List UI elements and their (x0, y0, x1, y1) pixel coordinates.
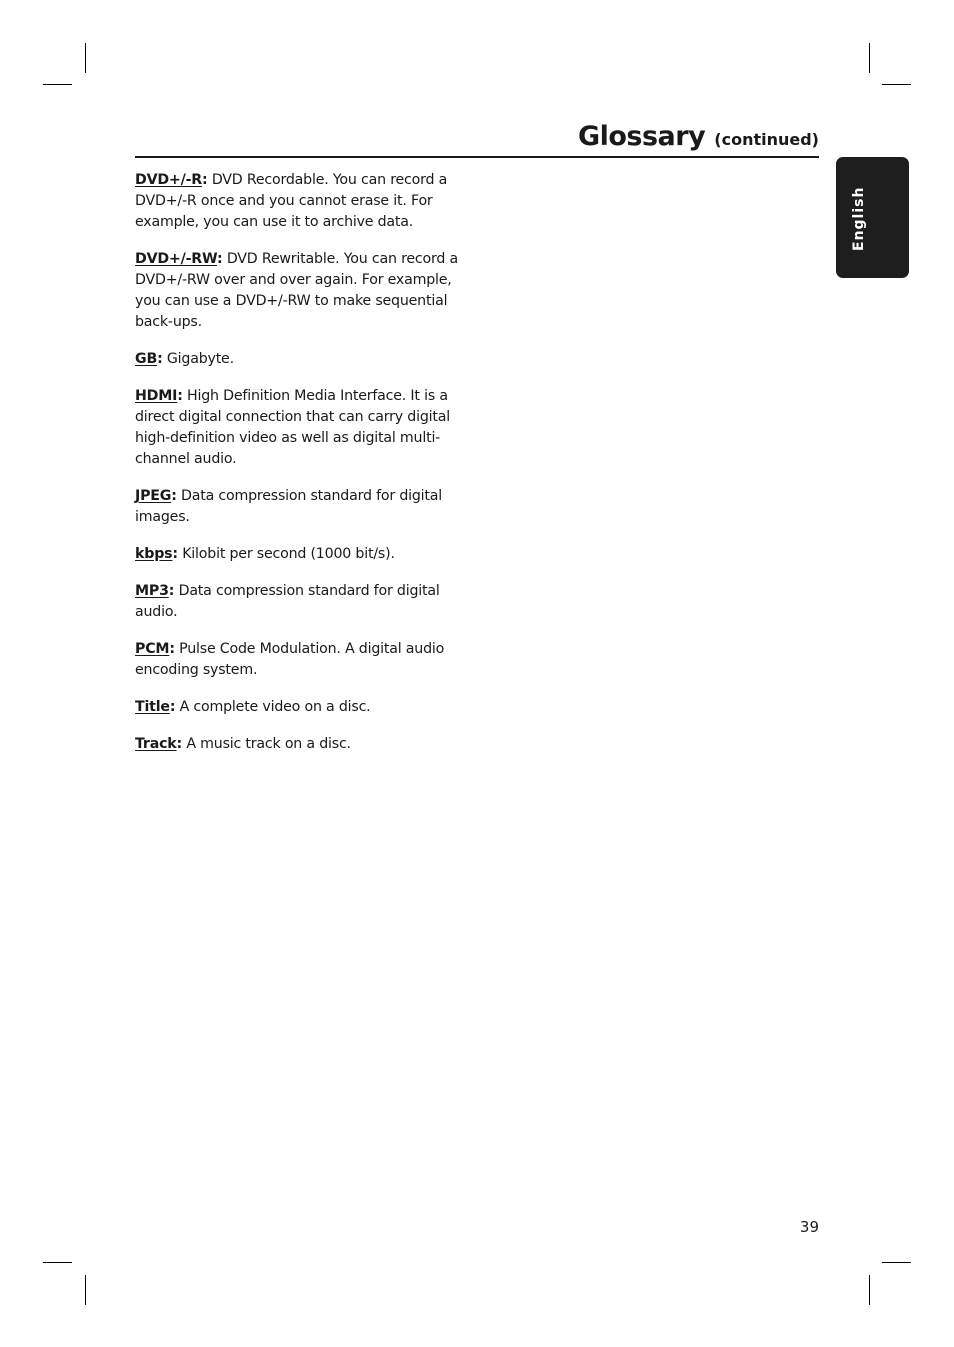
glossary-definition: Kilobit per second (1000 bit/s). (177, 546, 395, 562)
crop-mark (882, 84, 911, 85)
glossary-entry: Track: A music track on a disc. (135, 736, 351, 752)
page-header (135, 112, 819, 158)
glossary-term: JPEG (135, 488, 172, 504)
glossary-term: kbps (135, 546, 173, 562)
glossary-entry: JPEG: Data compression standard for digital images. (135, 488, 443, 525)
glossary-term: PCM (135, 641, 170, 657)
glossary-entry: GB: Gigabyte. (135, 351, 234, 367)
page-title-main: Glossary (577, 121, 706, 152)
glossary-definition: Data compression standard for digital audio. (135, 583, 440, 620)
glossary-entry: HDMI: High Definition Media Interface. It is a direct digital connection that can carry digital high-definition video as well as digital multi-channel audio. (135, 388, 450, 467)
glossary-definition: DVD Rewritable. You can record a DVD+/-RW over and over again. For example, you can use a DVD+/-RW to make sequential back-ups. (135, 251, 459, 330)
glossary-definition: High Definition Media Interface. It is a direct digital connection that can carry digital high-definition video as well as digital multi-channel audio. (135, 388, 450, 467)
crop-mark (869, 1275, 870, 1305)
glossary-definition: DVD Recordable. You can record a DVD+/-R once and you cannot erase it. For example, you can use it to archive data. (135, 172, 448, 230)
glossary-definition: Data compression standard for digital images. (135, 488, 443, 525)
glossary-term: Title (135, 699, 170, 715)
page-number: 39 (799, 1218, 819, 1236)
crop-mark (43, 1262, 72, 1263)
crop-mark (43, 84, 72, 85)
glossary-term: GB (135, 351, 158, 367)
glossary-entry: kbps: Kilobit per second (1000 bit/s). (135, 546, 395, 562)
glossary-term: HDMI (135, 388, 178, 404)
crop-mark (85, 43, 86, 73)
crop-mark (869, 43, 870, 73)
glossary-entry: Title: A complete video on a disc. (135, 699, 371, 715)
glossary-definition: A complete video on a disc. (175, 699, 371, 715)
glossary-definition: A music track on a disc. (182, 736, 351, 752)
glossary-term: DVD+/-RW (135, 251, 218, 267)
glossary-entry: DVD+/-RW: DVD Rewritable. You can record a DVD+/-RW over and over again. For example, you can use a DVD+/-RW to make sequential back-ups. (135, 251, 459, 330)
language-tab-label: English (851, 186, 867, 251)
glossary-definition: Gigabyte. (162, 351, 234, 367)
glossary-entry: MP3: Data compression standard for digital audio. (135, 583, 440, 620)
glossary-definition: Pulse Code Modulation. A digital audio encoding system. (135, 641, 445, 678)
crop-mark (85, 1275, 86, 1305)
page-title (578, 121, 819, 152)
page-title-subtitle: (continued) (714, 130, 819, 149)
crop-mark (882, 1262, 911, 1263)
glossary-entry: DVD+/-R: DVD Recordable. You can record a DVD+/-R once and you cannot erase it. For example, you can use it to archive data. (135, 172, 448, 230)
glossary-entry: PCM: Pulse Code Modulation. A digital audio encoding system. (135, 641, 445, 678)
glossary-term: DVD+/-R (135, 172, 203, 188)
glossary-list (135, 170, 465, 771)
language-tab (836, 157, 909, 278)
glossary-term: Track (135, 736, 177, 752)
glossary-term: MP3 (135, 583, 169, 599)
